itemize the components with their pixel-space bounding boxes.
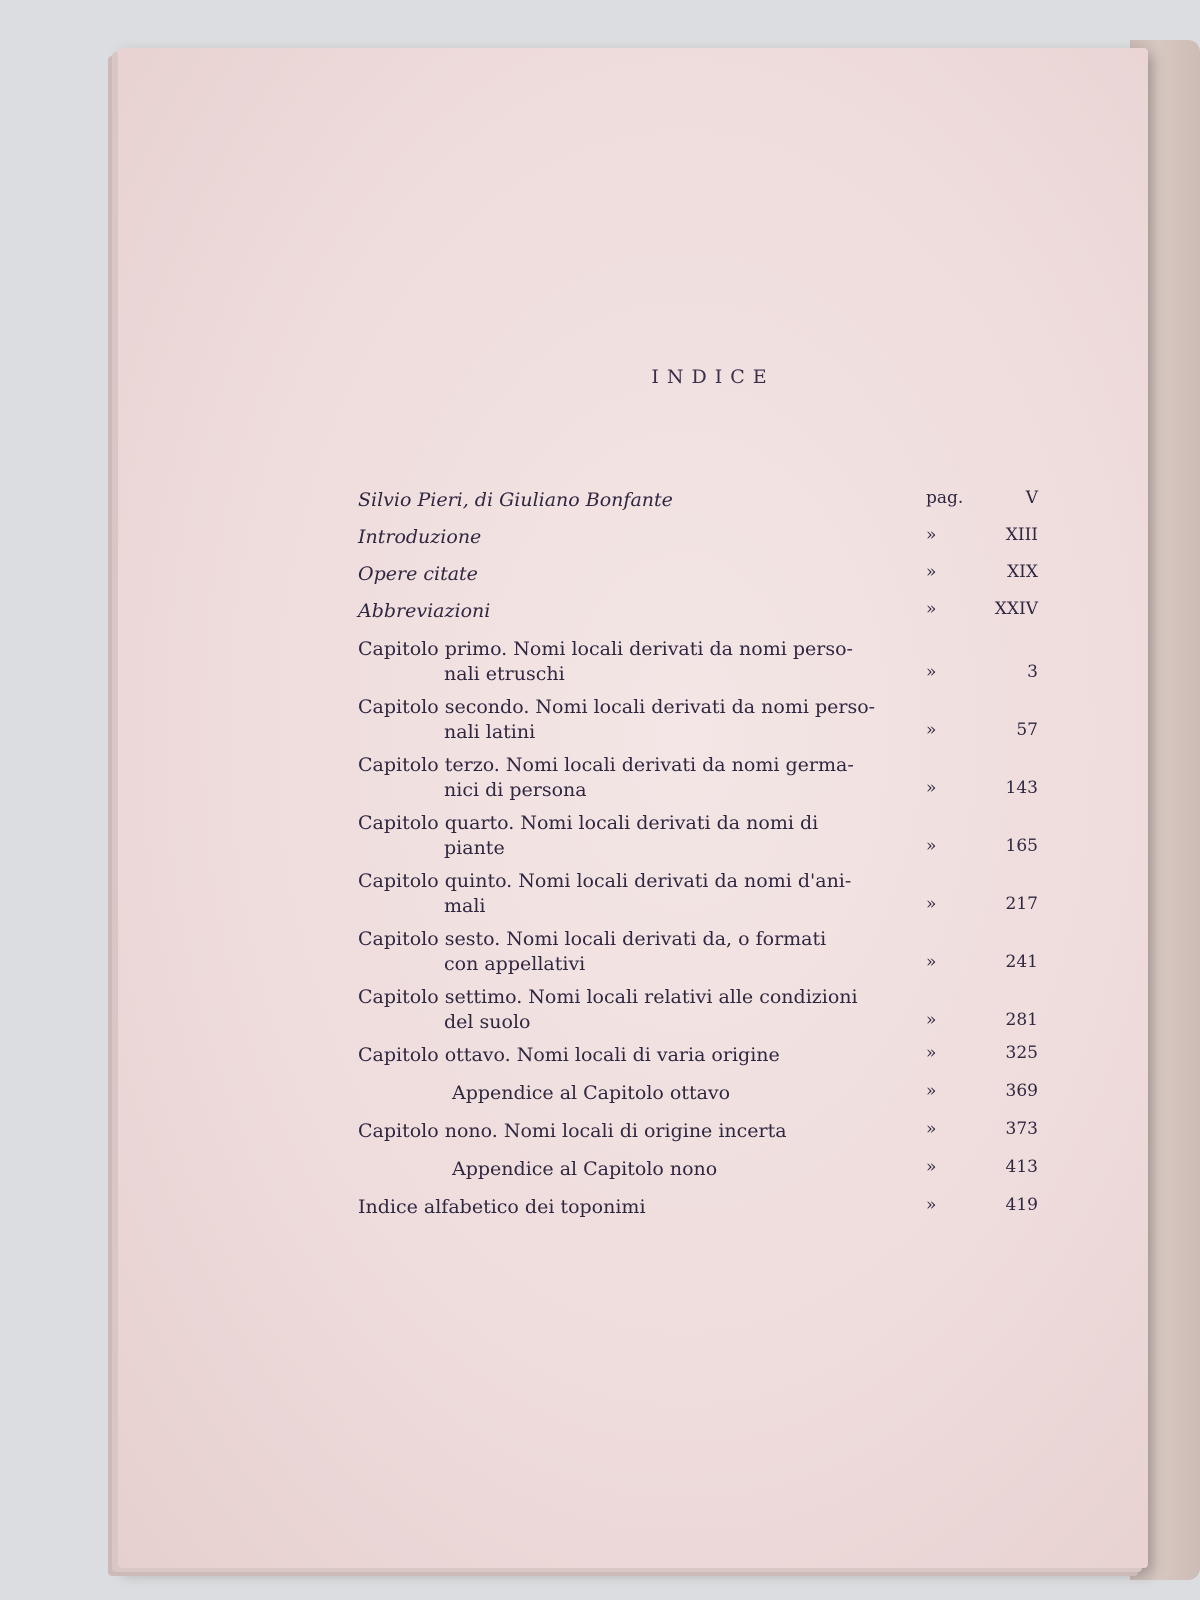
toc-entry-title-line1: Introduzione [358, 526, 482, 548]
toc-entry-page-number: 241 [1005, 952, 1038, 972]
toc-entry-page-number: 57 [1016, 720, 1038, 740]
toc-entry-title-line1: Capitolo quinto. Nomi locali derivati da nomi d'ani- [358, 870, 852, 892]
toc-entry-page-number: 373 [1005, 1119, 1038, 1139]
toc-entry-title-line2: nali etruschi [444, 663, 565, 685]
toc-entry-marker: » [926, 778, 937, 798]
toc-entry-title [358, 1195, 888, 1220]
toc-entry-title [358, 488, 888, 513]
toc-entry-marker: pag. [926, 488, 964, 508]
toc-entry-title-line2: del suolo [444, 1011, 531, 1033]
toc-entry [358, 1119, 1038, 1144]
toc-entry-page-number: XIX [1007, 562, 1038, 582]
toc-entry [358, 599, 1038, 624]
toc-entry-page-number: 419 [1005, 1195, 1038, 1215]
toc-entry-title [358, 985, 888, 1035]
toc-entry-title-line1: Silvio Pieri, di Giuliano Bonfante [358, 489, 673, 511]
toc-entry-page-number: 413 [1005, 1157, 1038, 1177]
toc-entry-page-number: 369 [1005, 1081, 1038, 1101]
toc-entry-title [358, 753, 888, 803]
toc-entry [358, 927, 1038, 977]
toc-entry-title [358, 637, 888, 687]
toc-entry [358, 1195, 1038, 1220]
toc-entry [358, 811, 1038, 861]
toc-entry [358, 985, 1038, 1035]
toc-entry-title [358, 869, 888, 919]
toc-entry-title [358, 695, 888, 745]
toc-entry-title-line2: nici di persona [444, 779, 587, 801]
toc-entry-marker: » [926, 562, 937, 582]
toc-entry-title-line1: Appendice al Capitolo ottavo [452, 1082, 731, 1104]
toc-entry-marker: » [926, 1119, 937, 1139]
toc-entry-title [358, 599, 888, 624]
toc-entry-title [358, 927, 888, 977]
toc-entry [358, 753, 1038, 803]
toc-entry-marker: » [926, 1195, 937, 1215]
toc-entry-title-line1: Capitolo settimo. Nomi locali relativi alle condizioni [358, 986, 858, 1008]
toc-entry-page-number: 165 [1005, 836, 1038, 856]
toc-entry [358, 869, 1038, 919]
toc-entry-marker: » [926, 1157, 937, 1177]
toc-entry-marker: » [926, 952, 937, 972]
toc-entry-marker: » [926, 662, 937, 682]
toc-entry-marker: » [926, 1043, 937, 1063]
toc-entry-title-line1: Capitolo sesto. Nomi locali derivati da, o formati [358, 928, 827, 950]
toc-entry-marker: » [926, 1081, 937, 1101]
toc-entry-title [358, 811, 888, 861]
toc-entry-title-line1: Appendice al Capitolo nono [452, 1158, 718, 1180]
toc-entry [358, 637, 1038, 687]
toc-entry-marker: » [926, 1010, 937, 1030]
toc-entry [358, 525, 1038, 550]
toc-entry-title-line1: Capitolo primo. Nomi locali derivati da nomi perso- [358, 638, 853, 660]
toc-entry [358, 488, 1038, 513]
toc-entry-page-number: 143 [1005, 778, 1038, 798]
toc-entry-title [358, 525, 888, 550]
toc-entry-title [358, 1081, 892, 1106]
toc-entry-page-number: XIII [1005, 525, 1038, 545]
toc-entry-title-line1: Capitolo quarto. Nomi locali derivati da nomi di [358, 812, 819, 834]
toc-entry-marker: » [926, 525, 937, 545]
book-page [118, 48, 1148, 1568]
toc-entry-title-line1: Indice alfabetico dei toponimi [358, 1196, 646, 1218]
toc-entry-page-number: 3 [1027, 662, 1038, 682]
toc-entry-title [358, 562, 888, 587]
toc-entry [358, 562, 1038, 587]
toc-entry-title-line2: mali [444, 895, 486, 917]
toc-entry-marker: » [926, 836, 937, 856]
table-of-contents [358, 488, 1038, 1220]
toc-entry-title [358, 1157, 892, 1182]
toc-entry [358, 1043, 1038, 1068]
toc-entry-page-number: XXIV [994, 599, 1038, 619]
toc-entry-title-line1: Capitolo ottavo. Nomi locali di varia origine [358, 1044, 780, 1066]
page-title: INDICE [651, 366, 775, 388]
toc-entry-title-line2: piante [444, 837, 505, 859]
toc-entry-page-number: 217 [1005, 894, 1038, 914]
toc-entry-marker: » [926, 720, 937, 740]
toc-entry [358, 1081, 1038, 1106]
toc-entry-title-line1: Capitolo secondo. Nomi locali derivati da nomi perso- [358, 696, 876, 718]
toc-entry-title-line1: Abbreviazioni [358, 600, 491, 622]
toc-entry-title-line1: Capitolo terzo. Nomi locali derivati da nomi germa- [358, 754, 854, 776]
toc-entry-marker: » [926, 599, 937, 619]
toc-entry-title [358, 1043, 888, 1068]
toc-entry-title-line1: Opere citate [358, 563, 478, 585]
toc-entry [358, 695, 1038, 745]
toc-entry-title-line2: nali latini [444, 721, 536, 743]
toc-entry-page-number: 281 [1005, 1010, 1038, 1030]
toc-entry-page-number: V [1025, 488, 1038, 508]
toc-entry-title-line1: Capitolo nono. Nomi locali di origine incerta [358, 1120, 787, 1142]
toc-entry-title-line2: con appellativi [444, 953, 586, 975]
toc-entry-marker: » [926, 894, 937, 914]
toc-entry [358, 1157, 1038, 1182]
toc-entry-page-number: 325 [1005, 1043, 1038, 1063]
toc-entry-title [358, 1119, 888, 1144]
